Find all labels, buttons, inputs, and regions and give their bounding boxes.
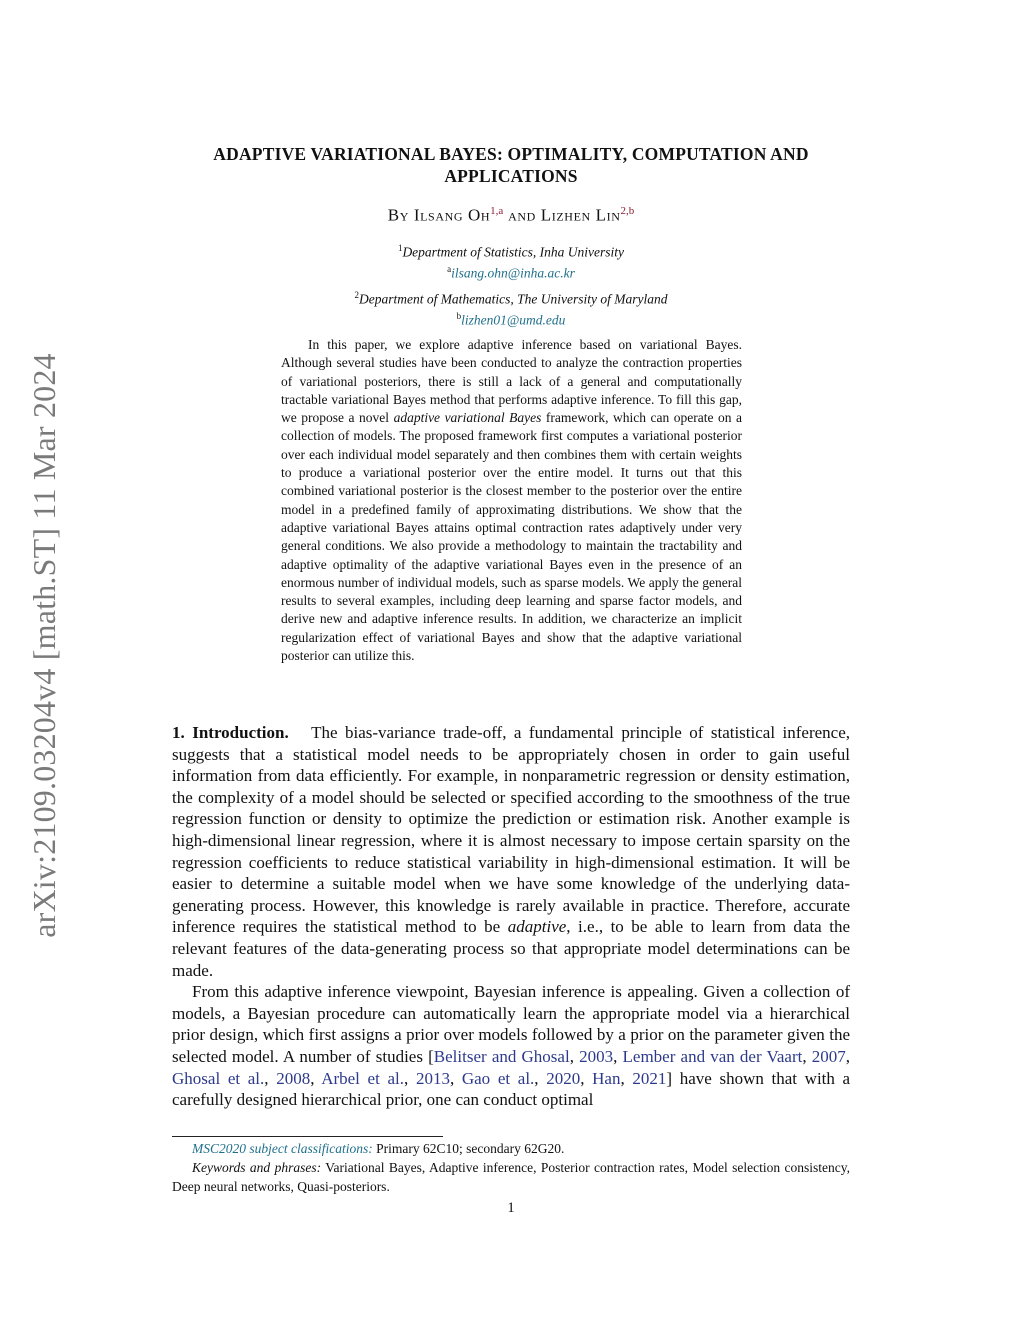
citation-link[interactable]: Belitser and Ghosal [433, 1046, 570, 1066]
title-line-2: APPLICATIONS [444, 166, 578, 186]
affil-1-department: Department of Statistics, Inha University [402, 244, 625, 260]
abstract-emphasis: adaptive variational Bayes [393, 410, 542, 426]
section-heading-introduction: 1. Introduction. [172, 723, 289, 742]
abstract-text-1: In this paper, we explore adaptive inference based on variational Bayes. Although several studies have been conducted to analyze the contraction properties of variational posteriors, there is still a lack of a general and computationally tractable variational Bayes method that performs adaptive inference. To fill this gap, we propose a novel [281, 337, 742, 426]
intro-p1-text-b: , i.e., to be able to learn from data the relevant features of the data-generating process so that appropriate model determinations can be made. [172, 917, 851, 980]
footnotes [172, 1139, 850, 1196]
title-line-1: ADAPTIVE VARIATIONAL BAYES: OPTIMALITY, COMPUTATION AND [213, 144, 809, 164]
citation-year-link[interactable]: 2020 [546, 1068, 581, 1088]
page-number: 1 [507, 1200, 515, 1216]
citation-year-link[interactable]: 2013 [415, 1068, 450, 1088]
byline-by: By [387, 205, 409, 225]
keywords-text: Variational Bayes, Adaptive inference, Posterior contraction rates, Model selection consistency, Deep neural networks, Quasi-posteriors. [172, 1160, 851, 1194]
intro-paragraph-2: From this adaptive inference viewpoint, Bayesian inference is appealing. Given a collection of models, a Bayesian procedure can automatically learn the appropriate model via a hierarchical prior design, which first assigns a prior over models followed by a prior on the parameter given the selected model. A number of studies [Belitser and Ghosal, 2003, Lember and van der Vaart, 2007, Ghosal et al., 2008, Arbel et al., 2013, Gao et al., 2020, Han, 2021] have shown that with a carefully designed hierarchical prior, one can conduct optimal [172, 982, 851, 1110]
msc-codes: Primary 62C10; secondary 62G20. [372, 1141, 565, 1156]
citation-year-link[interactable]: 2007 [811, 1046, 846, 1066]
author-2-affil-marker: 2,b [620, 205, 635, 217]
intro-p2-text-a: From this adaptive inference viewpoint, Bayesian inference is appealing. Given a collection of models, a Bayesian procedure can automatically learn the appropriate model via a hierarchical prior design, which first assigns a prior over models followed by a prior on the parameter given the selected model. A number of studies [ [172, 982, 850, 1066]
keywords-footnote [172, 1158, 850, 1196]
author-2-name: Lizhen Lin [540, 205, 621, 225]
keywords-label: Keywords and phrases: [192, 1160, 322, 1175]
footnote-divider [172, 1136, 443, 1137]
introduction-section [172, 722, 850, 1111]
author-1-affil-marker: 1,a [490, 205, 504, 217]
arxiv-identifier-stamp [16, 330, 72, 960]
author-1-name: Ilsang Oh [413, 205, 491, 225]
citation-year-link[interactable]: 2008 [276, 1068, 311, 1088]
citation-link[interactable]: Lember and van der Vaart [622, 1046, 803, 1066]
arxiv-identifier-text: arXiv:2109.03204v4 [math.ST] 11 Mar 2024 [25, 352, 62, 938]
citation-link[interactable]: Arbel et al. [321, 1068, 405, 1088]
citation-year-link[interactable]: 2021 [632, 1068, 667, 1088]
byline-and: and [508, 205, 536, 225]
citation-link[interactable]: Ghosal et al. [172, 1068, 265, 1088]
intro-p2-text-b: ] have shown that with a carefully designed hierarchical prior, one can conduct optimal [172, 1068, 851, 1110]
citation-link[interactable]: Gao et al. [461, 1068, 535, 1088]
intro-p1-text-a: The bias-variance trade-off, a fundamental principle of statistical inference, suggests that a statistical model needs to be appropriately chosen in order to gain useful information from data efficiently. For example, in nonparametric regression or density estimation, the complexity of a model should be selected or specified according to the smoothness of the true regression function or density to optimize the prediction or estimation risk. Another example is high-dimensional linear regression, where it is almost necessary to impose certain sparsity on the regression coefficients to reduce statistical variability in high-dimensional estimation. It will be easier to determine a suitable model when we have some knowledge of the underlying data-generating process. However, this knowledge is rarely available in practice. Therefore, accurate inference requires the statistical method to be [172, 723, 850, 937]
affil-2-department: Department of Mathematics, The University of Maryland [358, 291, 668, 307]
affil-1-marker: 1 [397, 243, 403, 253]
intro-p1-emphasis: adaptive [507, 917, 567, 937]
citation-year-link[interactable]: 2003 [579, 1046, 614, 1066]
author-2-email-link[interactable]: lizhen01@umd.edu [461, 312, 566, 327]
email-1-marker: a [447, 263, 452, 274]
abstract-text-2: framework, which can operate on a collection of models. The proposed framework first computes a variational posterior over each individual model separately and then combines them with certain weights to produce a variational posterior over the entire model. It turns out that this combined variational posterior is the closest member to the posterior over the entire model in a predefined family of approximating distributions. We show that the adaptive variational Bayes attains optimal contraction rates adaptively under very general conditions. We also provide a methodology to maintain the tractability and adaptive optimality of the adaptive variational Bayes even in the presence of an enormous number of individual models, such as sparse models. We apply the general results to several examples, including deep learning and sparse factor models, and derive new and adaptive inference results. In addition, we characterize an implicit regularization effect of variational Bayes and show that the adaptive variational posterior can utilize this. [281, 410, 742, 664]
affiliation-2 [172, 287, 850, 328]
author-1-email-link[interactable]: ilsang.ohn@inha.ac.kr [451, 265, 575, 280]
abstract [281, 336, 742, 665]
affil-2-marker: 2 [354, 290, 359, 300]
citation-link[interactable]: Han [592, 1068, 621, 1088]
affiliation-1 [172, 240, 850, 281]
email-2-marker: b [456, 310, 462, 321]
paper-title [172, 143, 850, 187]
author-byline [172, 205, 850, 226]
msc-footnote [172, 1139, 850, 1158]
msc-classification-link[interactable]: MSC2020 subject classifications: [192, 1141, 373, 1156]
